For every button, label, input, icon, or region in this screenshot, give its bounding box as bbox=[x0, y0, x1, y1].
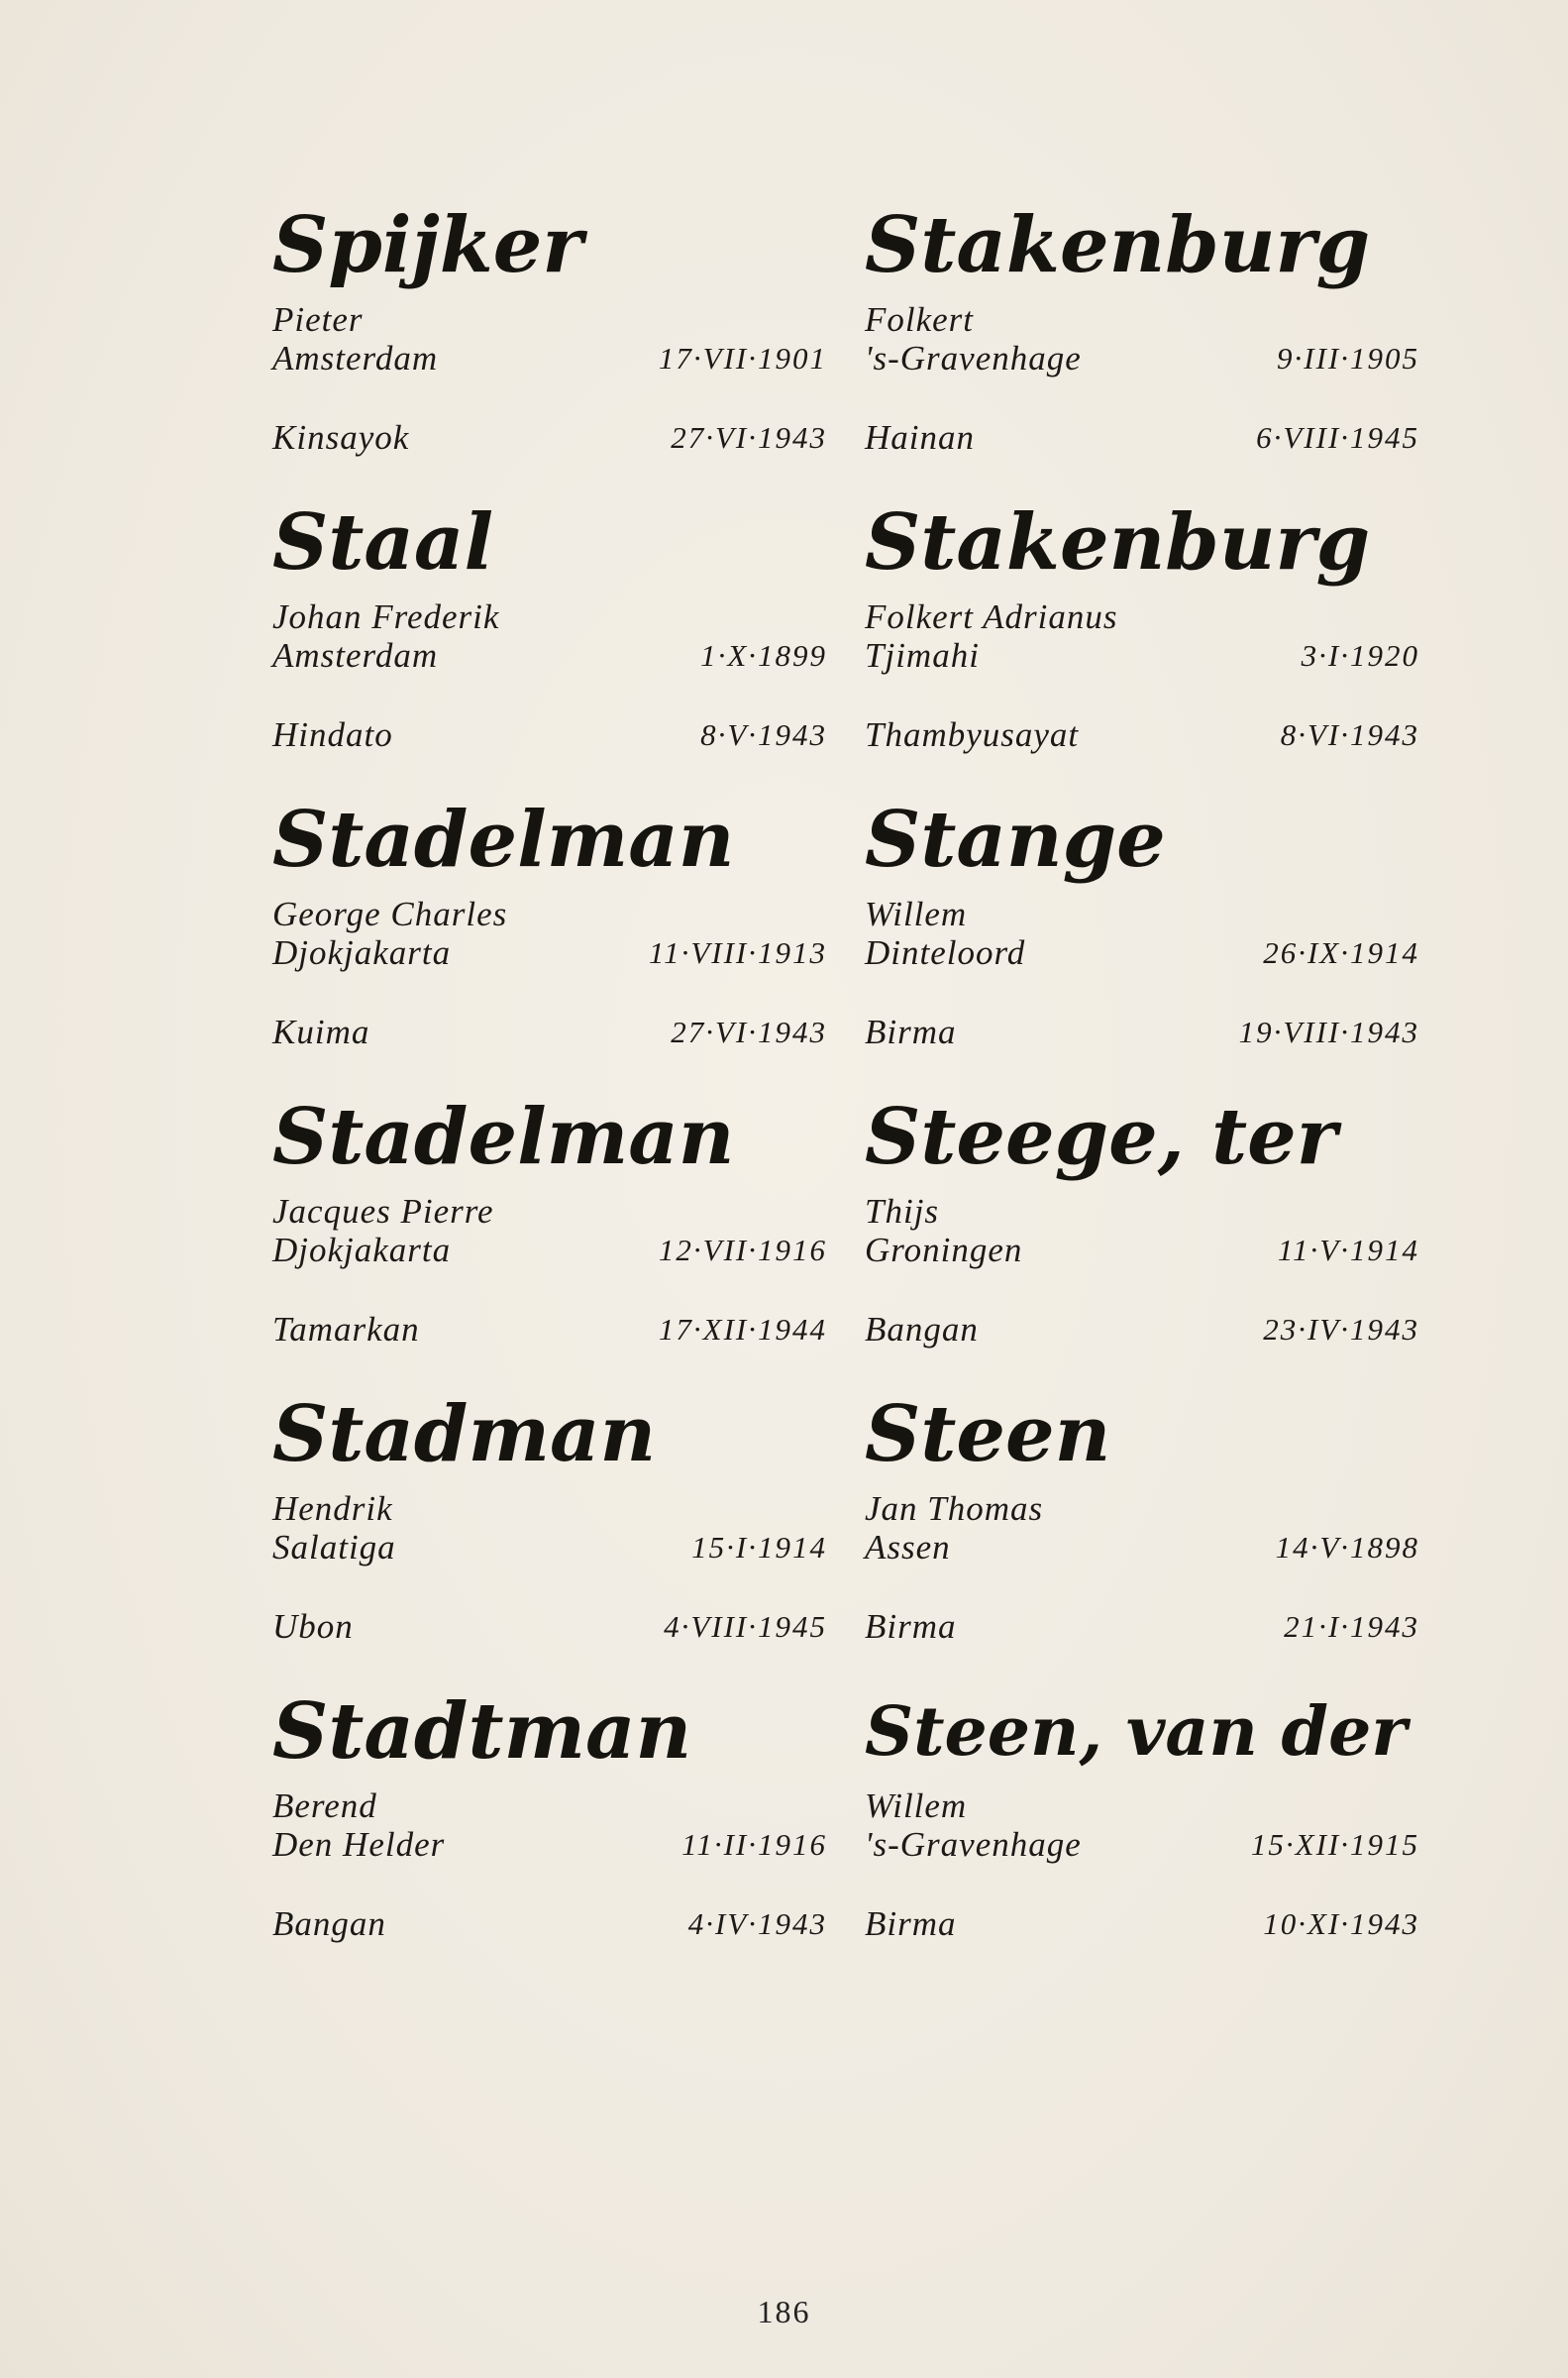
birth-place: Dinteloord bbox=[865, 933, 1026, 972]
given-names: Hendrik bbox=[272, 1489, 393, 1528]
death-date: 21·I·1943 bbox=[1284, 1609, 1419, 1644]
surname: Stadtman bbox=[272, 1686, 692, 1777]
memorial-entry bbox=[865, 1684, 1419, 1982]
death-date: 10·XI·1943 bbox=[1263, 1906, 1419, 1941]
birth-row bbox=[865, 1825, 1419, 1865]
death-row bbox=[272, 1310, 827, 1350]
death-row bbox=[865, 715, 1419, 755]
birth-place: Amsterdam bbox=[272, 339, 439, 378]
birth-date: 1·X·1899 bbox=[700, 638, 827, 673]
given-names: Jan Thomas bbox=[865, 1489, 1044, 1528]
death-place: Kinsayok bbox=[272, 418, 410, 457]
surname: Stange bbox=[865, 795, 1166, 885]
death-place: Hainan bbox=[865, 418, 975, 457]
birth-row bbox=[272, 636, 827, 676]
given-names: Thijs bbox=[865, 1192, 940, 1231]
death-place: Birma bbox=[865, 1013, 957, 1051]
memorial-entry bbox=[272, 793, 827, 1090]
death-row bbox=[865, 1310, 1419, 1350]
birth-date: 9·III·1905 bbox=[1277, 341, 1419, 376]
birth-date: 3·I·1920 bbox=[1301, 638, 1419, 673]
given-names: Berend bbox=[272, 1786, 377, 1825]
birth-date: 11·V·1914 bbox=[1277, 1233, 1419, 1267]
death-date: 6·VIII·1945 bbox=[1256, 420, 1419, 455]
given-names: Willem bbox=[865, 1786, 968, 1825]
death-date: 17·XII·1944 bbox=[658, 1312, 827, 1347]
memorial-entry bbox=[272, 495, 827, 793]
surname: Stadman bbox=[272, 1389, 657, 1479]
death-place: Bangan bbox=[865, 1310, 979, 1349]
death-place: Bangan bbox=[272, 1904, 386, 1943]
memorial-entry bbox=[865, 793, 1419, 1090]
given-names: Willem bbox=[865, 895, 968, 933]
memorial-entry bbox=[272, 198, 827, 495]
left-column bbox=[272, 198, 827, 1982]
death-place: Thambyusayat bbox=[865, 715, 1080, 754]
birth-row bbox=[272, 1231, 827, 1270]
death-row bbox=[272, 1607, 827, 1647]
birth-place: Amsterdam bbox=[272, 636, 439, 675]
death-date: 4·VIII·1945 bbox=[664, 1609, 827, 1644]
death-row bbox=[272, 1904, 827, 1944]
birth-row bbox=[865, 933, 1419, 973]
memorial-entry bbox=[865, 1387, 1419, 1684]
given-names: Folkert bbox=[865, 300, 975, 339]
death-date: 8·VI·1943 bbox=[1280, 717, 1419, 752]
death-row bbox=[865, 1904, 1419, 1944]
birth-place: Tjimahi bbox=[865, 636, 980, 675]
birth-place: Den Helder bbox=[272, 1825, 446, 1864]
death-date: 19·VIII·1943 bbox=[1238, 1015, 1419, 1049]
birth-row bbox=[272, 1528, 827, 1567]
death-date: 23·IV·1943 bbox=[1263, 1312, 1419, 1347]
birth-date: 15·I·1914 bbox=[691, 1530, 827, 1565]
birth-date: 26·IX·1914 bbox=[1263, 935, 1419, 970]
death-place: Birma bbox=[865, 1607, 957, 1646]
death-place: Tamarkan bbox=[272, 1310, 420, 1349]
death-place: Birma bbox=[865, 1904, 957, 1943]
surname: Stadelman bbox=[272, 1092, 735, 1182]
birth-date: 12·VII·1916 bbox=[658, 1233, 827, 1267]
surname: Stakenburg bbox=[865, 200, 1371, 290]
surname: Spijker bbox=[272, 200, 583, 290]
surname: Stadelman bbox=[272, 795, 735, 885]
death-date: 27·VI·1943 bbox=[671, 420, 827, 455]
death-place: Hindato bbox=[272, 715, 393, 754]
given-names: Jacques Pierre bbox=[272, 1192, 494, 1231]
given-names: Folkert Adrianus bbox=[865, 597, 1118, 636]
given-names: Johan Frederik bbox=[272, 597, 500, 636]
death-row bbox=[272, 715, 827, 755]
birth-row bbox=[865, 339, 1419, 378]
birth-place: Djokjakarta bbox=[272, 1231, 452, 1269]
memorial-entry bbox=[272, 1684, 827, 1982]
birth-place: 's-Gravenhage bbox=[865, 339, 1082, 378]
death-place: Ubon bbox=[272, 1607, 354, 1646]
birth-row bbox=[865, 636, 1419, 676]
memorial-entry bbox=[272, 1387, 827, 1684]
birth-date: 11·VIII·1913 bbox=[648, 935, 827, 970]
death-date: 27·VI·1943 bbox=[671, 1015, 827, 1049]
birth-place: Djokjakarta bbox=[272, 933, 452, 972]
surname: Staal bbox=[272, 497, 494, 588]
birth-date: 11·II·1916 bbox=[681, 1827, 827, 1862]
birth-date: 14·V·1898 bbox=[1275, 1530, 1419, 1565]
surname: Steen bbox=[865, 1389, 1111, 1479]
death-row bbox=[865, 1013, 1419, 1052]
birth-place: Salatiga bbox=[272, 1528, 396, 1567]
birth-place: 's-Gravenhage bbox=[865, 1825, 1082, 1864]
birth-row bbox=[272, 933, 827, 973]
birth-place: Assen bbox=[865, 1528, 951, 1567]
memorial-entry bbox=[865, 198, 1419, 495]
birth-row bbox=[272, 339, 827, 378]
page-number: 186 bbox=[757, 2294, 811, 2329]
given-names: Pieter bbox=[272, 300, 364, 339]
death-date: 4·IV·1943 bbox=[687, 1906, 827, 1941]
surname: Stakenburg bbox=[865, 497, 1371, 588]
death-date: 8·V·1943 bbox=[700, 717, 827, 752]
death-row bbox=[865, 418, 1419, 458]
surname: Steege, ter bbox=[865, 1092, 1337, 1182]
birth-date: 15·XII·1915 bbox=[1250, 1827, 1419, 1862]
given-names: George Charles bbox=[272, 895, 508, 933]
death-row bbox=[272, 1013, 827, 1052]
birth-row bbox=[865, 1231, 1419, 1270]
right-column bbox=[865, 198, 1419, 1982]
death-row bbox=[272, 418, 827, 458]
death-row bbox=[865, 1607, 1419, 1647]
death-place: Kuima bbox=[272, 1013, 370, 1051]
birth-date: 17·VII·1901 bbox=[658, 341, 827, 376]
birth-row bbox=[272, 1825, 827, 1865]
memorial-entry bbox=[865, 1090, 1419, 1387]
surname: Steen, van der bbox=[865, 1692, 1408, 1772]
birth-place: Groningen bbox=[865, 1231, 1023, 1269]
memorial-entry bbox=[865, 495, 1419, 793]
memorial-entry bbox=[272, 1090, 827, 1387]
birth-row bbox=[865, 1528, 1419, 1567]
